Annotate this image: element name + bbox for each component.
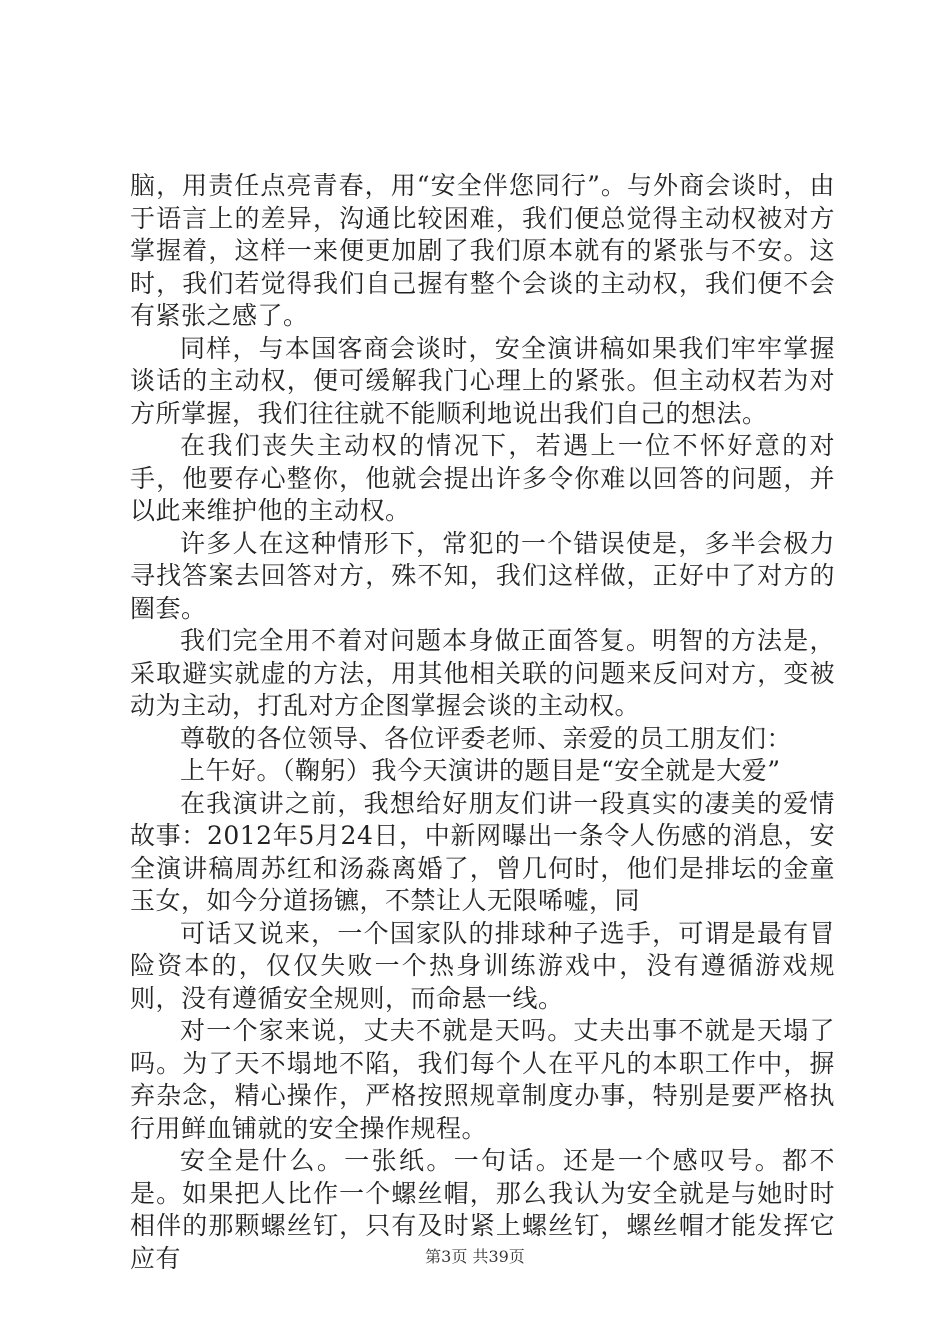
paragraph: 上午好。（鞠躬）我今天演讲的题目是“安全就是大爱”: [180, 756, 781, 785]
paragraph: 同样，与本国客商会谈时，安全演讲稿如果我们牢牢掌握谈话的主动权，便可缓解我门心理上的紧张。但主动权若为对方所掌握，我们往往就不能顺利地说出我们自己的想法。: [130, 333, 835, 428]
paragraph: 安全是什么。一张纸。一句话。还是一个感叹号。都不是。如果把人比作一个螺丝帽，那么我认为安全就是与她时时相伴的那颗螺丝钉，只有及时紧上螺丝钉，螺丝帽才能发挥它应有: [130, 1146, 835, 1273]
paragraph: 对一个家来说，丈夫不就是天吗。丈夫出事不就是天塌了吗。为了天不塌地不陷，我们每个人在平凡的本职工作中，摒弃杂念，精心操作，严格按照规章制度办事，特别是要严格执行用鲜血铺就的安全操作规程。: [130, 1016, 835, 1143]
document-body: [130, 170, 835, 1275]
paragraph: 脑，用责任点亮青春，用“安全伴您同行”。与外商会谈时，由于语言上的差异，沟通比较困难，我们便总觉得主动权被对方掌握着，这样一来便更加剧了我们原本就有的紧张与不安。这时，我们若觉得我们自己握有整个会谈的主动权，我们便不会有紧张之感了。: [130, 171, 835, 330]
paragraph: 尊敬的各位领导、各位评委老师、亲爱的员工朋友们：: [180, 723, 793, 753]
paragraph: 可话又说来，一个国家队的排球种子选手，可谓是最有冒险资本的，仅仅失败一个热身训练游戏中，没有遵循游戏规则，没有遵循安全规则，而命悬一线。: [130, 918, 835, 1013]
paragraph: 许多人在这种情形下，常犯的一个错误使是，多半会极力寻找答案去回答对方，殊不知，我们这样做，正好中了对方的圈套。: [130, 528, 835, 623]
paragraph: 在我们丧失主动权的情况下，若遇上一位不怀好意的对手，他要存心整你，他就会提出许多令你难以回答的问题，并以此来维护他的主动权。: [130, 431, 835, 525]
paragraph: 在我演讲之前，我想给好朋友们讲一段真实的凄美的爱情故事：2012年5月24日，中新网曝出一条令人伤感的消息，安全演讲稿周苏红和汤淼离婚了，曾几何时，他们是排坛的金童玉女，如今分道扬镳，不禁让人无限唏嘘，同: [130, 788, 835, 915]
paragraph: 我们完全用不着对问题本身做正面答复。明智的方法是，采取避实就虚的方法，用其他相关联的问题来反问对方，变被动为主动，打乱对方企图掌握会谈的主动权。: [130, 626, 835, 720]
page-footer: 第3页 共39页: [425, 1247, 525, 1266]
